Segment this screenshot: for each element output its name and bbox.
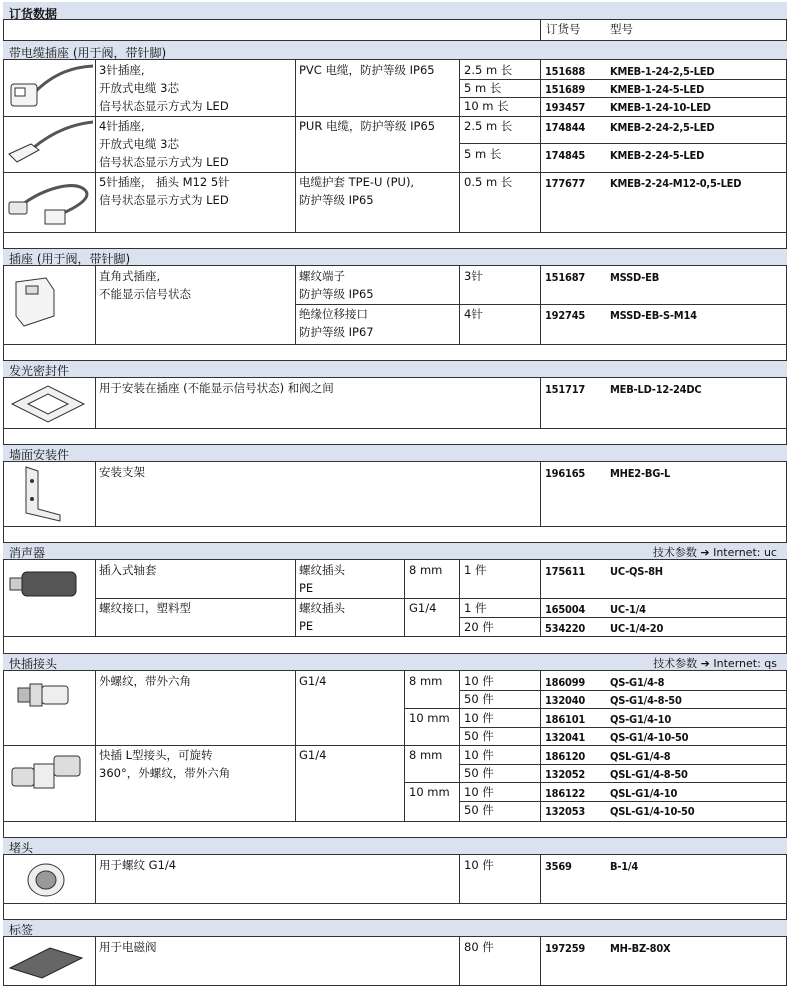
label-icon	[6, 942, 86, 982]
push-in-fitting-icon	[14, 676, 74, 716]
page-title-bar	[3, 2, 787, 20]
silencer-icon	[6, 564, 86, 604]
section-header-cable-socket: 带电缆插座 (用于阀，带针脚)	[3, 40, 787, 60]
section-header-wall-mount: 墙面安装件	[3, 444, 787, 462]
section-header-label: 标签	[3, 919, 787, 937]
blanking-plug-icon	[22, 858, 72, 902]
section-header-silencer: 消声器 技术参数 ➔ Internet: uc	[3, 542, 787, 560]
cable-socket-3pin-icon	[5, 62, 95, 116]
col-header-type: 型号	[610, 22, 633, 36]
section-header-push-in: 快插接头 技术参数 ➔ Internet: qs	[3, 653, 787, 671]
mounting-bracket-icon	[18, 463, 68, 525]
page-title: 订货数据	[9, 7, 58, 21]
angle-socket-icon	[10, 272, 70, 332]
cable-socket-4pin-icon	[5, 118, 95, 170]
tech-data-link-qs[interactable]: 技术参数 ➔ Internet: qs	[653, 657, 777, 670]
l-fitting-icon	[8, 750, 88, 796]
tech-data-link-uc[interactable]: 技术参数 ➔ Internet: uc	[652, 546, 777, 559]
light-seal-icon	[8, 382, 88, 426]
section-header-light-seal: 发光密封件	[3, 360, 787, 378]
section-header-socket: 插座 (用于阀，带针脚)	[3, 248, 787, 266]
cable-m12-icon	[5, 174, 95, 230]
col-header-order-no: 订货号	[546, 22, 581, 36]
section-header-blanking-plug: 堵头	[3, 837, 787, 855]
